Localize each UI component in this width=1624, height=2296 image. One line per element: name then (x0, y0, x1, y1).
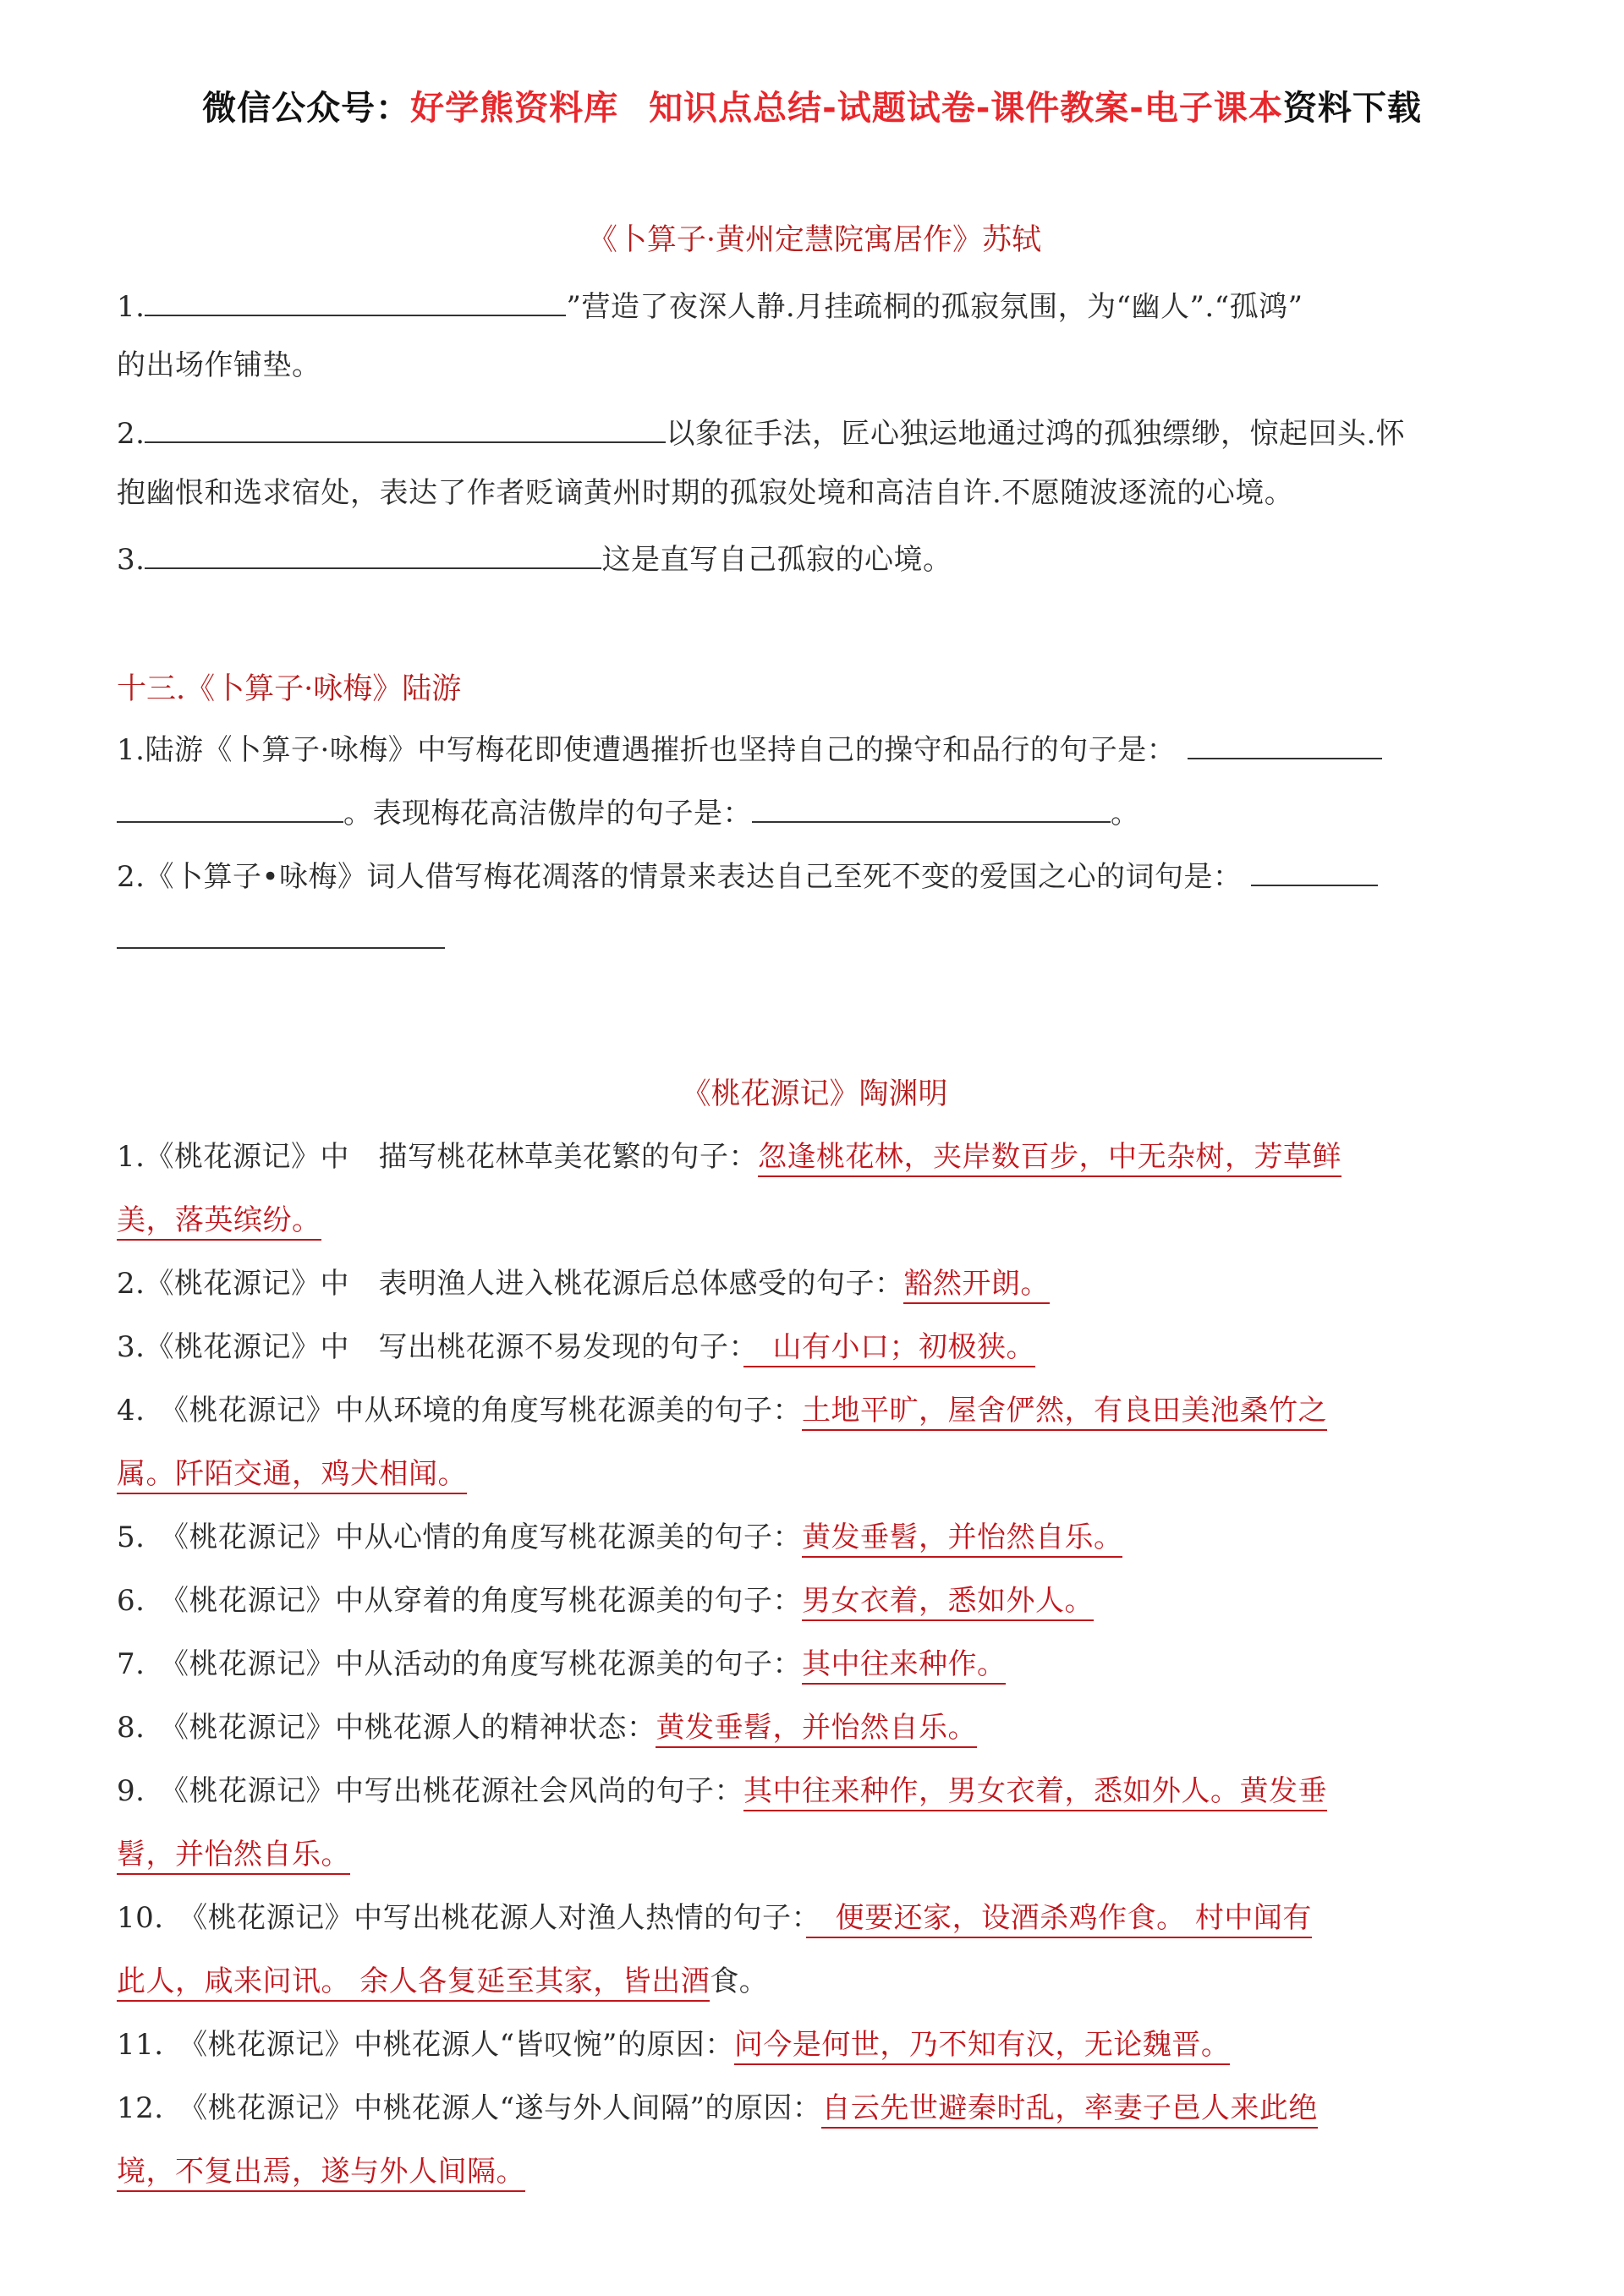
question-line: 的出场作铺垫。 (117, 348, 321, 382)
list-item: 8. 《桃花源记》中桃花源人的精神状态：黄发垂髫，并怡然自乐。 (117, 1711, 1512, 1745)
blank-field[interactable] (145, 286, 566, 316)
blank-field[interactable] (145, 413, 666, 443)
answer-text: 其中往来种作。 (802, 1647, 1007, 1685)
section-title-suzhi: 《卜算子·黄州定慧院寓居作》苏轼 (587, 223, 1042, 257)
question-line: 抱幽恨和选求宿处，表达了作者贬谪黄州时期的孤寂处境和高洁自许.不愿随波逐流的心境。 (117, 476, 1294, 510)
list-item: 4. 《桃花源记》中从环境的角度写桃花源美的句子：土地平旷，屋舍俨然，有良田美池桑竹之 (117, 1394, 1512, 1427)
answer-text: 豁然开朗。 (903, 1267, 1050, 1304)
answer-text: 此人，咸来问讯。 余人各复延至其家，皆出酒 (117, 1964, 710, 2002)
list-item: 9. 《桃花源记》中写出桃花源社会风尚的句子：其中往来种作，男女衣着，悉如外人。黄发垂 (117, 1774, 1512, 1808)
answer-text: 自云先世避秦时乱，率妻子邑人来此绝 (821, 2091, 1318, 2129)
banner-topics: 知识点总结-试题试卷-课件教案-电子课本 (649, 89, 1283, 128)
list-item: 1.《桃花源记》中 描写桃花林草美花繁的句子：忽逢桃花林，夹岸数百步，中无杂树，芳草鲜 (117, 1140, 1512, 1174)
answer-text: 其中往来种作，男女衣着，悉如外人。黄发垂 (743, 1774, 1327, 1811)
list-item: 3.《桃花源记》中 写出桃花源不易发现的句子： 山有小口；初极狭。 (117, 1330, 1512, 1364)
list-item: 10. 《桃花源记》中写出桃花源人对渔人热情的句子： 便要还家，设酒杀鸡作食。 村中闻有 (117, 1901, 1512, 1935)
question-line: 。表现梅花高洁傲岸的句子是： 。 (117, 792, 1512, 830)
banner-prefix: 微信公众号： (202, 89, 411, 128)
blank-field[interactable] (117, 792, 343, 823)
answer-text: 便要还家，设酒杀鸡作食。 村中闻有 (806, 1901, 1312, 1938)
answer-text: 髫，并怡然自乐。 (117, 1838, 350, 1875)
question-line: 2. 以象征手法，匠心独运地通过鸿的孤独缥缈，惊起回头.怀 (117, 413, 1512, 451)
list-item: 7. 《桃花源记》中从活动的角度写桃花源美的句子：其中往来种作。 (117, 1647, 1512, 1681)
section-heading-luyou: 十三.《卜算子·咏梅》陆游 (117, 672, 462, 706)
list-item (117, 1203, 1512, 1237)
question-line: 3. 这是直写自己孤寂的心境。 (117, 539, 1512, 577)
blank-field[interactable] (1251, 856, 1378, 886)
list-item: 此人，咸来问讯。 余人各复延至其家，皆出酒食。 (117, 1964, 1512, 1998)
list-item: 11. 《桃花源记》中桃花源人“皆叹惋”的原因：问今是何世，乃不知有汉，无论魏晋。 (117, 2028, 1512, 2062)
answer-text: 山有小口；初极狭。 (743, 1330, 1035, 1367)
answer-text: 男女衣着，悉如外人。 (802, 1584, 1094, 1621)
list-item: 6. 《桃花源记》中从穿着的角度写桃花源美的句子：男女衣着，悉如外人。 (117, 1584, 1512, 1618)
list-item (117, 1838, 1512, 1871)
answer-text: 属。阡陌交通，鸡犬相闻。 (117, 1457, 467, 1494)
answer-text: 黄发垂髫，并怡然自乐。 (656, 1711, 977, 1748)
list-item: 2.《桃花源记》中 表明渔人进入桃花源后总体感受的句子：豁然开朗。 (117, 1267, 1512, 1301)
list-item (117, 2155, 1512, 2189)
blank-field[interactable] (145, 539, 601, 569)
answer-text: 境，不复出焉，遂与外人间隔。 (117, 2155, 525, 2192)
header-banner (0, 81, 1624, 129)
list-item (117, 1457, 1512, 1491)
blank-field[interactable] (117, 918, 445, 949)
answer-text: 问今是何世，乃不知有汉，无论魏晋。 (734, 2028, 1231, 2065)
question-line (117, 918, 1512, 956)
list-item: 5. 《桃花源记》中从心情的角度写桃花源美的句子：黄发垂髫，并怡然自乐。 (117, 1521, 1512, 1554)
banner-brand: 好学熊资料库 (410, 89, 619, 128)
answer-text: 土地平旷，屋舍俨然，有良田美池桑竹之 (802, 1394, 1327, 1431)
blank-field[interactable] (752, 792, 1111, 823)
answer-text: 忽逢桃花林，夹岸数百步，中无杂树，芳草鲜 (758, 1140, 1341, 1177)
blank-field[interactable] (1188, 729, 1382, 759)
question-line: 2.《卜算子•咏梅》词人借写梅花凋落的情景来表达自己至死不变的爱国之心的词句是： (117, 856, 1512, 894)
banner-suffix: 资料下载 (1282, 89, 1422, 128)
list-item: 12. 《桃花源记》中桃花源人“遂与外人间隔”的原因：自云先世避秦时乱，率妻子邑人来此绝 (117, 2091, 1512, 2125)
section-title-taohuayuan: 《桃花源记》陶渊明 (681, 1077, 948, 1111)
answer-text: 美，落英缤纷。 (117, 1203, 321, 1241)
question-line: 1. ”营造了夜深人静.月挂疏桐的孤寂氛围，为“幽人”.“孤鸿” (117, 286, 1512, 324)
question-line: 1.陆游《卜算子·咏梅》中写梅花即使遭遇摧折也坚持自己的操守和品行的句子是： (117, 729, 1512, 767)
answer-text: 黄发垂髫，并怡然自乐。 (802, 1521, 1123, 1558)
